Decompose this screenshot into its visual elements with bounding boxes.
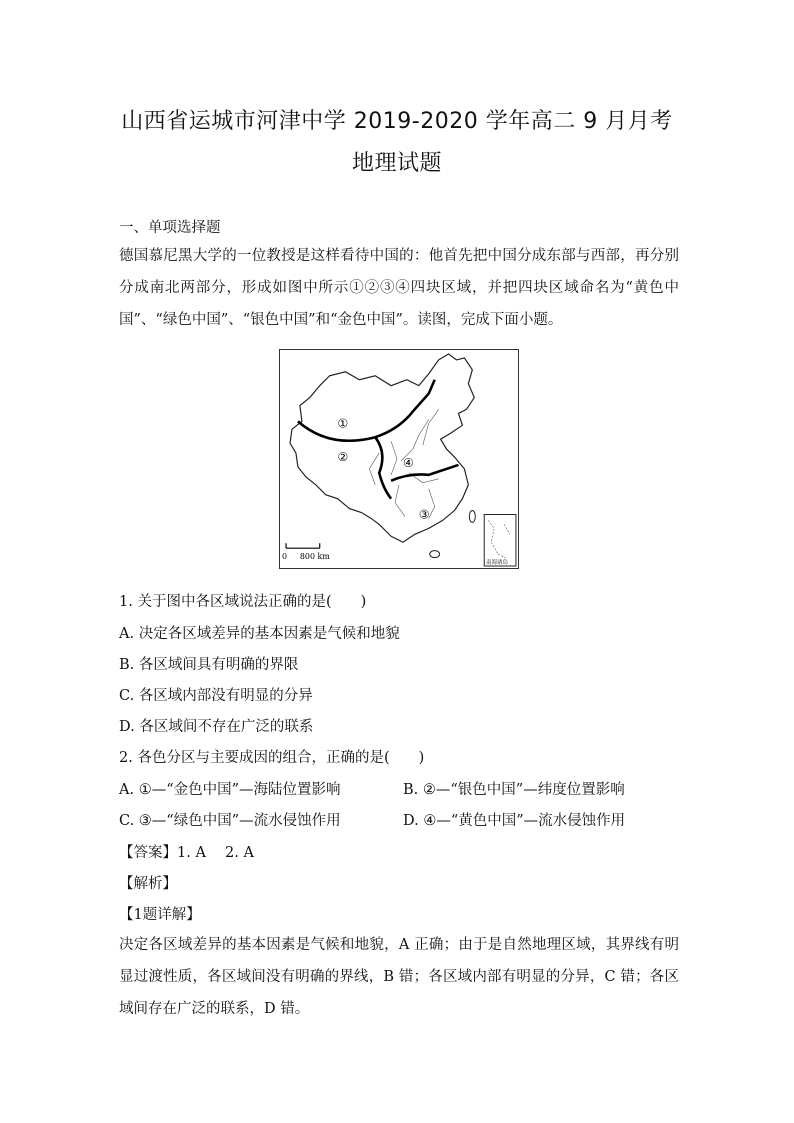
q1-stem: 1. 关于图中各区域说法正确的是( ) [119, 594, 367, 610]
south-sea-inset [484, 514, 516, 566]
scale-zero: 0 [282, 552, 288, 562]
section-heading: 一、单项选择题 [119, 220, 221, 236]
detail1-paragraph: 决定各区域差异的基本因素是气候和地貌，A 正确；由于是自然地理区域，其界线有明显过渡性质，各区域间没有明确的界线，B 错；各区域内部有明显的分异，C 错；各区域间存在广泛的联系，D 错。 [119, 937, 679, 1017]
region-label-2: ② [337, 449, 349, 464]
q2-stem: 2. 各色分区与主要成因的组合，正确的是( ) [119, 750, 425, 766]
q2-option-b: B. ②—“银色中国”—纬度位置影响 [403, 782, 625, 798]
q2-option-d: D. ④—“黄色中国”—流水侵蚀作用 [403, 813, 626, 829]
region-label-3: ③ [418, 507, 430, 522]
region-label-4: ④ [402, 455, 414, 470]
boundary-north-west [298, 380, 435, 441]
taiwan-island [469, 511, 475, 523]
scale-text: 800 km [299, 552, 330, 562]
boundary-east-south [391, 465, 458, 481]
title-line-1: 山西省运城市河津中学 2019-2020 学年高二 9 月月考 [121, 109, 673, 134]
detail1-heading: 【1题详解】 [119, 907, 201, 923]
q2-option-a: A. ①—“金色中国”—海陆位置影响 [119, 782, 341, 798]
inset-label: 南海诸岛 [486, 560, 508, 567]
q1-option-a: A. 决定各区域差异的基本因素是气候和地貌 [119, 626, 400, 642]
q1-option-c: C. 各区域内部没有明显的分异 [119, 688, 313, 704]
region-label-1: ① [337, 416, 349, 431]
china-regions-map [279, 349, 519, 569]
q1-option-d: D. 各区域间不存在广泛的联系 [119, 719, 314, 735]
q1-option-b: B. 各区域间具有明确的界限 [119, 657, 299, 673]
intro-paragraph: 德国慕尼黑大学的一位教授是这样看待中国的：他首先把中国分成东部与西部，再分别分成南北两部分，形成如图中所示①②③④四块区域，并把四块区域命名为“黄色中国”、“绿色中国”、“银色中国”和“金色中国”。读图，完成下面小题。 [119, 248, 679, 328]
boundary-north-south [375, 437, 391, 498]
q2-option-c: C. ③—“绿色中国”—流水侵蚀作用 [119, 813, 341, 829]
analysis-heading: 【解析】 [119, 876, 177, 892]
title-line-2: 地理试题 [351, 151, 442, 176]
map-graphic [280, 350, 518, 568]
hainan-island [430, 551, 440, 558]
answer-line: 【答案】1. A 2. A [119, 845, 254, 861]
